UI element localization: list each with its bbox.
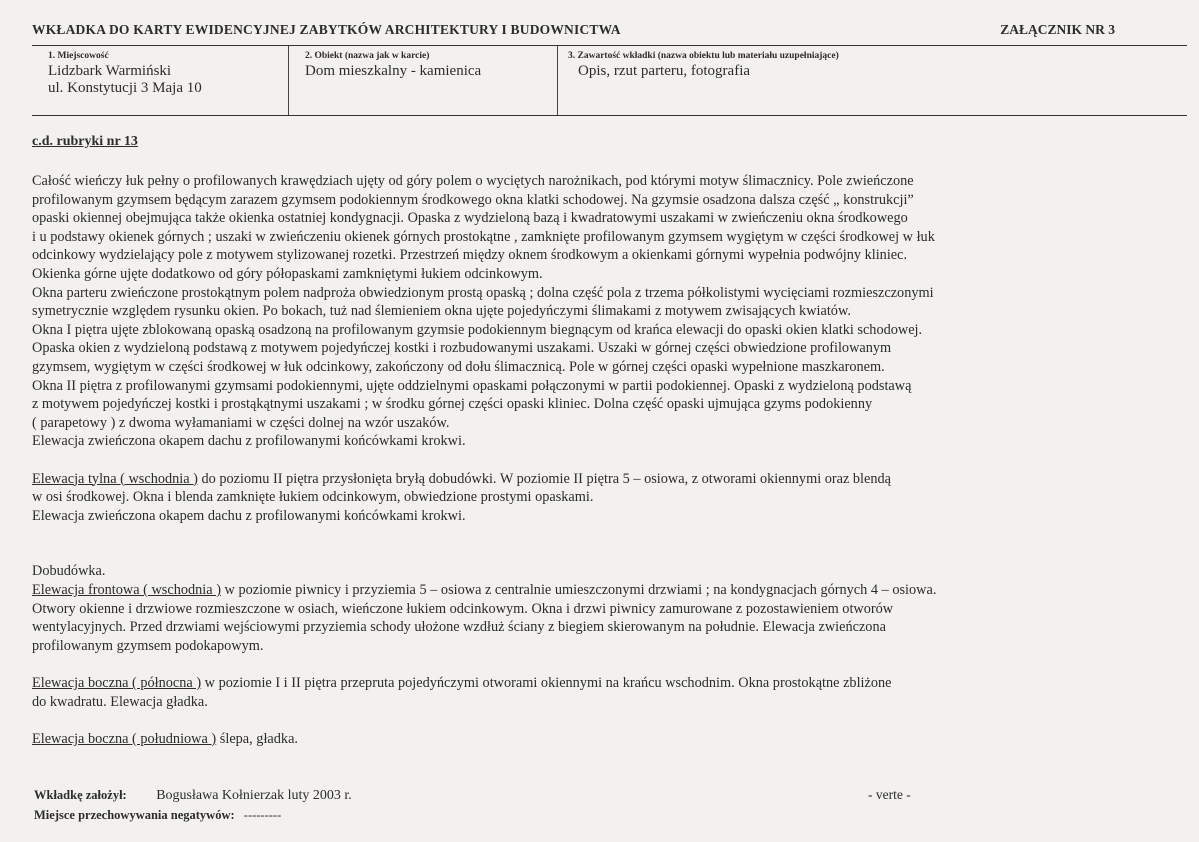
rear-elevation-heading: Elewacja tylna ( wschodnia ) bbox=[32, 470, 198, 487]
north-elevation-heading: Elewacja boczna ( północna ) bbox=[32, 675, 202, 692]
text-line: Okna I piętra ujęte zblokowaną opaską osadzoną na profilowanym gzymsie podokiennym biegnącym od krańca elewacji do opaski okien klatki schodowej. bbox=[32, 321, 923, 338]
section-title: c.d. rubryki nr 13 bbox=[32, 134, 138, 149]
north-elevation-line: Elewacja boczna ( północna ) w poziomie I i II piętra przepruta pojedyńczymi otworami okiennymi na krańcu wschodnim. Okna prostokątne zbliżone bbox=[32, 675, 892, 692]
storage-line bbox=[34, 808, 281, 823]
description-body bbox=[32, 172, 1142, 748]
author-value: Bogusława Kołnierzak luty 2003 r. bbox=[156, 788, 352, 803]
text-line: gzymsem, wygiętym w części środkowej w łuk odcinkowy, zakończony od dołu ślimacznicą. Pole w górnej części opaski wypełnione maszkaronem. bbox=[32, 358, 885, 375]
document-title: WKŁADKA DO KARTY EWIDENCYJNEJ ZABYTKÓW ARCHITEKTURY I BUDOWNICTWA bbox=[32, 22, 621, 37]
text-line: wentylacyjnych. Przed drzwiami wejściowymi przyziemia schody ułożone wzdłuż ściany z biegiem skierowanym na południe. Elewacja zwieńczona bbox=[32, 619, 886, 636]
text-line: Okna II piętra z profilowanymi gzymsami podokiennymi, ujęte oddzielnymi opaskami połączonymi w partii podokiennej. Opaski z wydzieloną podstawą bbox=[32, 377, 912, 394]
verte-note: - verte - bbox=[868, 787, 911, 802]
text-line: Elewacja zwieńczona okapem dachu z profilowanymi końcówkami krokwi. bbox=[32, 433, 466, 450]
facade-description bbox=[32, 172, 1142, 451]
field-object bbox=[288, 46, 557, 115]
text-line: profilowanym gzymsem podokapowym. bbox=[32, 637, 264, 654]
annex-title: Dobudówka. bbox=[32, 563, 106, 580]
author-line bbox=[34, 788, 352, 804]
annex-number: ZAŁĄCZNIK NR 3 bbox=[1000, 22, 1115, 37]
text-line: Całość wieńczy łuk pełny o profilowanych krawędziach ujęty od góry polem o wyciętych narożnikach, pod którymi motyw ślimacznicy. Pole zwieńczone bbox=[32, 173, 914, 189]
south-elevation-heading: Elewacja boczna ( południowa ) bbox=[32, 730, 217, 747]
text-line: w osi środkowej. Okna i blenda zamknięte łukiem odcinkowym, obwiedzione prostymi opaskami. bbox=[32, 489, 594, 506]
text-line: ( parapetowy ) z dwoma wyłamaniami w części dolnej na wzór uszaków. bbox=[32, 414, 450, 431]
text-line: do kwadratu. Elewacja gładka. bbox=[32, 693, 208, 710]
south-elevation-line: Elewacja boczna ( południowa ) ślepa, gładka. bbox=[32, 730, 298, 747]
annex-front-elevation-line: Elewacja frontowa ( wschodnia ) w poziomie piwnicy i przyziemia 5 – osiowa z centralnie umieszczonymi drzwiami ; na kondygnacjach górnych 4 – osiowa. bbox=[32, 582, 937, 599]
field-label: 1. Miejscowość bbox=[48, 51, 109, 61]
annex-front-elevation-heading: Elewacja frontowa ( wschodnia ) bbox=[32, 582, 221, 599]
field-label: 2. Obiekt (nazwa jak w karcie) bbox=[305, 51, 430, 61]
header-bottom-rule bbox=[32, 115, 1187, 116]
rear-elevation-line: Elewacja tylna ( wschodnia ) do poziomu II piętra przysłonięta bryłą dobudówki. W poziomie II piętra 5 – osiowa, z otworami okiennymi oraz blendą bbox=[32, 470, 892, 487]
text-line: Opaska okien z wydzieloną podstawą z motywem pojedyńczej kostki i rozbudowanymi uszakami. Uszaki w górnej części obwiedzione profilowanym bbox=[32, 340, 892, 357]
field-locality bbox=[32, 46, 286, 115]
text-line: Elewacja zwieńczona okapem dachu z profilowanymi końcówkami krokwi. bbox=[32, 507, 466, 524]
field-value: ul. Konstytucji 3 Maja 10 bbox=[48, 80, 202, 96]
field-value: Dom mieszkalny - kamienica bbox=[305, 63, 482, 79]
field-contents bbox=[557, 46, 1187, 115]
field-value: Opis, rzut parteru, fotografia bbox=[578, 63, 751, 79]
text-line: profilowanym gzymsem będącym zarazem gzymsem podokiennym środkowego okna klatki schodowej. Na gzymsie osadzona dalsza część „ konstrukcji” bbox=[32, 191, 914, 208]
author-label: Wkładkę założył: bbox=[34, 788, 127, 802]
text-line: z motywem pojedyńczej kostki i prostąkątnymi uszakami ; w środku górnej części opaski kliniec. Dolna część opaski ujmująca gzyms podokienny bbox=[32, 396, 873, 413]
text-line: opaski okiennej obejmująca także okienka ostatniej kondygnacji. Opaska z wydzieloną bazą i kwadratowymi uszakami w zwieńczeniu okna środkowego bbox=[32, 210, 908, 227]
text-line: Otwory okienne i drzwiowe rozmieszczone w osiach, wieńczone łukiem odcinkowym. Okna i drzwi piwnicy zamurowane z pozostawieniem otworów bbox=[32, 600, 894, 617]
field-label: 3. Zawartość wkładki (nazwa obiektu lub materiału uzupełniające) bbox=[568, 51, 839, 61]
text-line: Okna parteru zwieńczone prostokątnym polem nadproża obwiedzionym prostą opaską ; dolna część pola z trzema półkolistymi wycięciami rozmieszczonymi bbox=[32, 284, 934, 301]
storage-label: Miejsce przechowywania negatywów: bbox=[34, 808, 235, 822]
text-line: odcinkowy wydzielający pole z motywem stylizowanej rozetki. Przestrzeń między oknem środkowym a okienkami górnymi wypełnia podwójny kliniec. bbox=[32, 247, 908, 264]
text-line: symetrycznie względem rysunku okien. Po bokach, tuż nad ślemieniem okna ujęte pojedyńczymi ślimakami z motywem zwisających kwiatów. bbox=[32, 303, 851, 320]
storage-value: --------- bbox=[243, 808, 282, 822]
field-value: Lidzbark Warmiński bbox=[48, 63, 172, 79]
text-line: i u podstawy okienek górnych ; uszaki w zwieńczeniu okienek górnych prostokątne , zamknięte profilowanym gzymsem wygiętym w części środkowej w łuk bbox=[32, 228, 935, 245]
text-line: Okienka górne ujęte dodatkowo od góry półopaskami zamkniętymi łukiem odcinkowym. bbox=[32, 265, 543, 282]
